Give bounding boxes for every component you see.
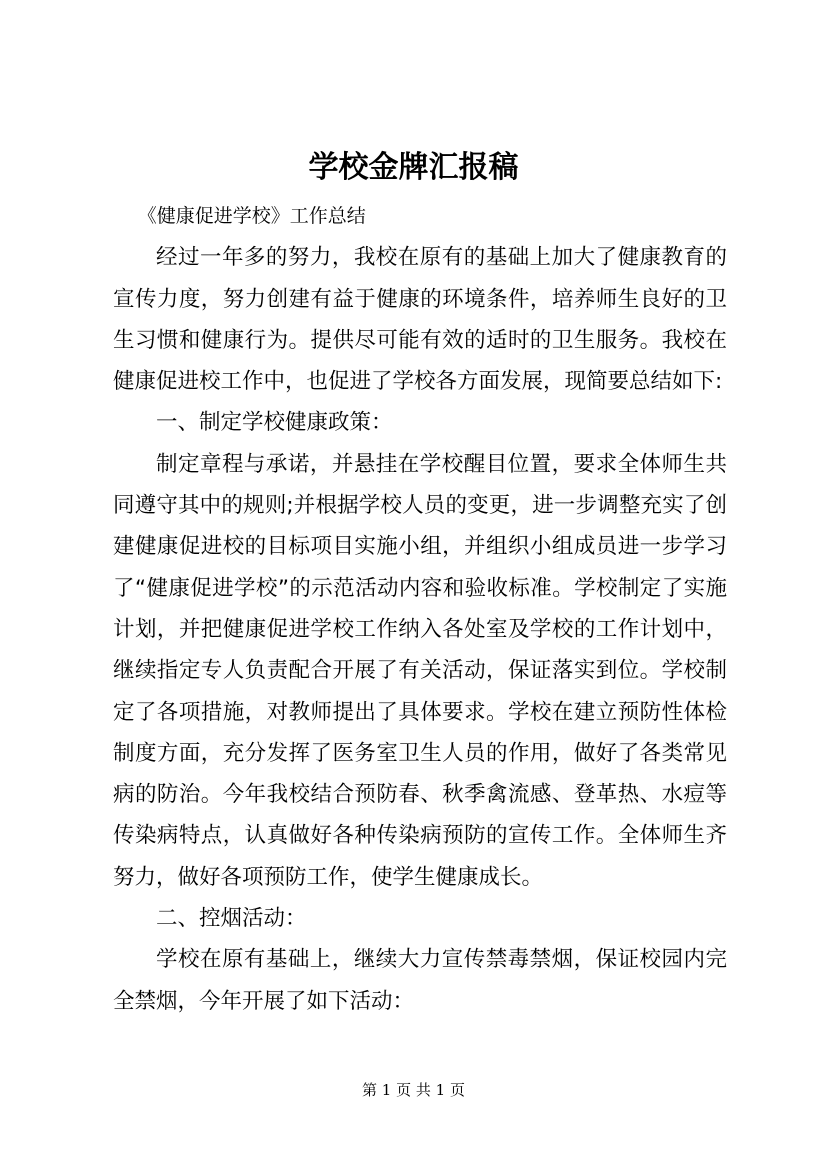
page-number-footer: 第 1 页 共 1 页 (362, 1081, 465, 1099)
paragraph-section-2: 学校在原有基础上，继续大力宣传禁毒禁烟，保证校园内完全禁烟，今年开展了如下活动： (113, 947, 727, 1014)
document-title: 学校金牌汇报稿 (308, 150, 519, 185)
section-heading-2: 二、控烟活动： (156, 906, 307, 932)
document-body (113, 196, 727, 1022)
section-heading-1: 一、制定学校健康政策： (156, 410, 393, 436)
document-subtitle: 《健康促进学校》工作总结 (137, 205, 366, 227)
paragraph-section-1: 制定章程与承诺，并悬挂在学校醒目位置，要求全体师生共同遵守其中的规则;并根据学校人员的变更，进一步调整充实了创建健康促进校的目标项目实施小组，并组织小组成员进一步学习了“健康促进学校”的示范活动内容和验收标准。学校制定了实施计划，并把健康促进学校工作纳入各处室及学校的工作计划中，继续指定专人负责配合开展了有关活动，保证落实到位。学校制定了各项措施，对教师提出了具体要求。学校在建立预防性体检制度方面，充分发挥了医务室卫生人员的作用，做好了各类常见病的防治。今年我校结合预防春、秋季禽流感、登革热、水痘等传染病特点，认真做好各种传染病预防的宣传工作。全体师生齐努力，做好各项预防工作，使学生健康成长。 (113, 451, 727, 890)
paragraph-intro: 经过一年多的努力，我校在原有的基础上加大了健康教育的宣传力度，努力创建有益于健康的环境条件，培养师生良好的卫生习惯和健康行为。提供尽可能有效的适时的卫生服务。我校在健康促进校工作中，也促进了学校各方面发展，现简要总结如下: (113, 245, 727, 395)
